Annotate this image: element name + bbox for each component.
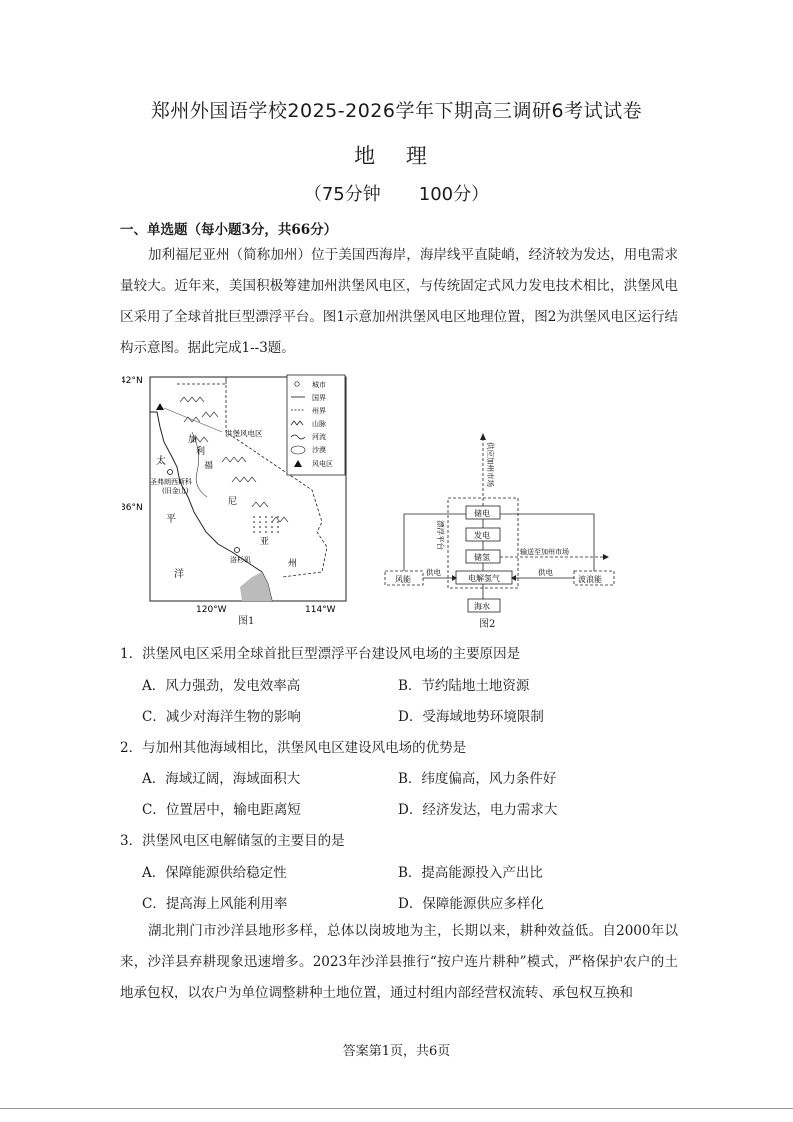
q2-option-d[interactable]: D．经济发达，电力需求大 xyxy=(398,802,558,818)
q1-option-a[interactable]: A．风力强劲，发电效率高 xyxy=(142,678,301,694)
wind-zone-marker xyxy=(156,403,164,410)
q3-option-b[interactable]: B．提高能源投入产出比 xyxy=(398,865,543,881)
wave-energy-box: 波浪能 xyxy=(578,575,602,584)
legend-state-border: 州界 xyxy=(312,407,326,415)
state-char-5: 亚 xyxy=(260,537,270,547)
figure-1-map xyxy=(122,372,362,627)
wind-energy-box: 风能 xyxy=(395,575,411,584)
exam-duration-score xyxy=(0,180,793,206)
duration-text: （75分钟 xyxy=(303,184,381,205)
legend-city: 城市 xyxy=(312,381,326,389)
state-char-4: 尼 xyxy=(228,497,238,507)
state-char-6: 州 xyxy=(288,559,298,569)
city-label-sf-alt: (旧金山) xyxy=(162,487,189,495)
state-char-3: 福 xyxy=(204,461,214,471)
figure-1-caption: 图1 xyxy=(238,616,255,627)
ocean-label-3: 洋 xyxy=(174,569,184,580)
city-icon xyxy=(235,548,240,553)
wind-zone-label: 洪堡风电区 xyxy=(225,429,263,438)
lon-left-label: 120°W xyxy=(196,605,227,615)
city-label-sf: 圣弗朗西斯科 xyxy=(150,478,192,486)
score-text: 100分） xyxy=(418,184,490,205)
q1-option-d[interactable]: D．受海域地势环境限制 xyxy=(398,709,544,725)
figure-2-diagram xyxy=(382,432,622,630)
q3-option-d[interactable]: D．保障能源供应多样化 xyxy=(398,896,544,912)
subject-title: 地 理 xyxy=(354,144,439,168)
city-icon xyxy=(168,470,173,475)
lat-top-label: 42°N xyxy=(122,376,143,386)
figure-2-caption: 图2 xyxy=(479,619,496,630)
transport-label: 输送至加州市场 xyxy=(520,548,569,556)
section-heading: 一、单选题（每小题3分，共66分） xyxy=(120,222,338,238)
page-bottom-divider xyxy=(0,1108,793,1109)
question-3-stem: 3．洪堡风电区电解储氢的主要目的是 xyxy=(120,833,345,849)
platform-label: 漂浮平台 xyxy=(436,520,445,550)
city-label-la: 洛杉矶 xyxy=(230,556,251,564)
passage-1: 加利福尼亚州（简称加州）位于美国西海岸，海岸线平直陡峭，经济较为发达，用电需求量较大。近年来，美国积极筹建加州洪堡风电区，与传统固定式风力发电技术相比，洪堡风电区采用了全球首批巨型漂浮平台。图1示意加州洪堡风电区地理位置，图2为洪堡风电区运行结构示意图。据此完成1--3题。 xyxy=(120,247,678,356)
lat-mid-label: 36°N xyxy=(122,503,143,513)
question-2-stem: 2．与加州其他海域相比，洪堡风电区建设风电场的优势是 xyxy=(120,740,467,756)
ocean-label-2: 平 xyxy=(166,514,176,525)
passage-2: 湖北荆门市沙洋县地形多样，总体以岗坡地为主，长期以来，耕种效益低。自2000年以来，沙洋县弃耕现象迅速增多。2023年沙洋县推行“按户连片耕种”模式，严格保护农户的土地承包权，以农户为单位调整耕种土地位置，通过村组内部经营权流转、承包权互换和 xyxy=(120,923,678,1001)
generate-box: 发电 xyxy=(474,531,490,540)
legend-border: 国界 xyxy=(312,394,326,402)
supply-market-label: 供应加州市场 xyxy=(486,442,495,487)
exam-title: 郑州外国语学校2025-2026学年下期高三调研6考试试卷 xyxy=(150,100,643,122)
q1-option-b[interactable]: B．节约陆地土地资源 xyxy=(398,678,530,694)
seawater-box: 海水 xyxy=(474,602,490,611)
legend-mountain: 山脉 xyxy=(312,420,326,428)
state-char-1: 加 xyxy=(188,435,198,445)
q3-option-c[interactable]: C．提高海上风能利用率 xyxy=(142,896,288,912)
q2-option-a[interactable]: A．海域辽阔，海域面积大 xyxy=(142,771,301,787)
q2-option-b[interactable]: B．纬度偏高，风力条件好 xyxy=(398,771,557,787)
legend-wind-zone: 风电区 xyxy=(312,460,333,468)
ocean-label-1: 太 xyxy=(156,456,166,467)
store-power-box: 储电 xyxy=(474,509,490,518)
electrolysis-box: 电解氢气 xyxy=(468,574,500,583)
supply-right-label: 供电 xyxy=(538,568,553,577)
q1-option-c[interactable]: C．减少对海洋生物的影响 xyxy=(142,709,301,725)
state-char-2: 利 xyxy=(196,447,206,457)
page-footer: 答案第1页，共6页 xyxy=(342,1044,451,1059)
legend-desert: 沙漠 xyxy=(312,446,326,454)
q3-option-a[interactable]: A．保障能源供给稳定性 xyxy=(142,865,287,881)
lon-right-label: 114°W xyxy=(305,605,336,615)
question-1-stem: 1．洪堡风电区采用全球首批巨型漂浮平台建设风电场的主要原因是 xyxy=(120,646,521,662)
store-h2-box: 储氢 xyxy=(474,553,490,562)
legend-river: 河流 xyxy=(312,433,326,441)
wind-zone-structure-diagram xyxy=(382,432,622,627)
california-map xyxy=(122,372,362,620)
supply-left-label: 供电 xyxy=(426,568,441,577)
q2-option-c[interactable]: C．位置居中，输电距离短 xyxy=(142,802,301,818)
